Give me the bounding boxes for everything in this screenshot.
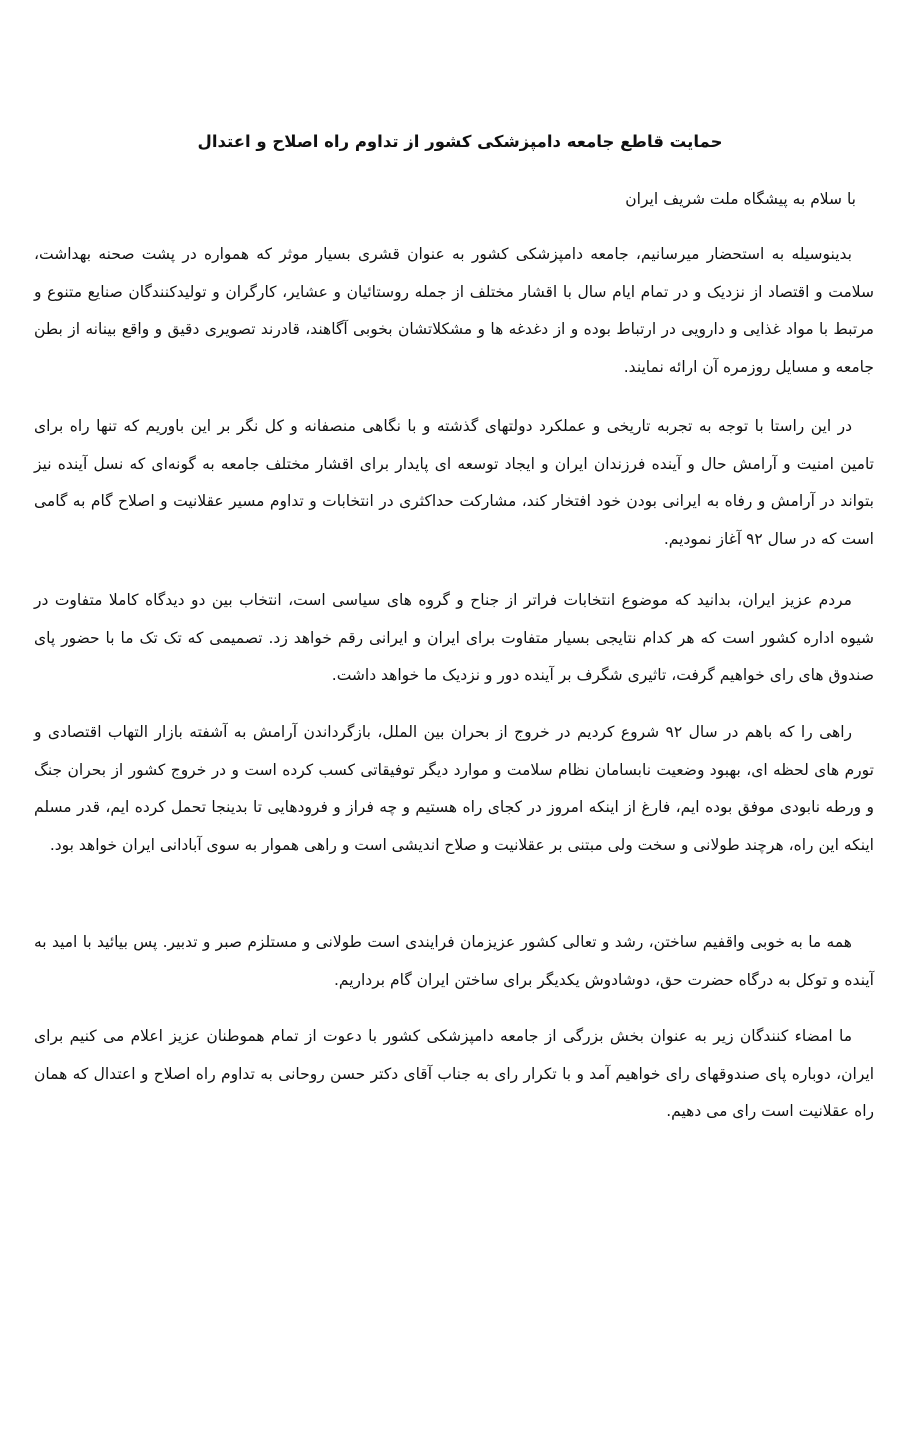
paragraph-path: راهی را که باهم در سال ۹۲ شروع کردیم در خروج از بحران بین الملل، بازگرداندن آرامش به آشفته بازار التهاب اقتصادی و تورم های لحظه ای، بهبود وضعیت نابسامان نظام سلامت و موارد دیگر توفیقاتی کسب کرده است و در خروج کشور از بحران جنگ و ورطه نابودی موفق بوده ایم، فارغ از اینکه امروز در کجای راه هستیم و چه فراز و فرودهایی تا بدینجا تحمل کرده ایم، قدر مسلم اینکه این راه، هرچند طولانی و سخت ولی مبتنی بر عقلانیت و صلاح اندیشی است و راهی هموار به سوی آبادانی ایران خواهد بود. (34, 723, 874, 854)
paragraph-declaration: ما امضاء کنندگان زیر به عنوان بخش بزرگی از جامعه دامپزشکی کشور با دعوت از تمام هموطنان عزیز اعلام می کنیم برای ایران، دوباره پای صندوقهای رای خواهیم آمد و با تکرار رای به جناب آقای دکتر حسن روحانی به تداوم راه اصلاح و اعتدال که همان راه عقلانیت است رای می دهیم. (34, 1027, 874, 1120)
paragraph-introduction: بدینوسیله به استحضار میرسانیم، جامعه دامپزشکی کشور به عنوان قشری بسیار موثر که همواره در پشت صحنه بهداشت، سلامت و اقتصاد از نزدیک و در تمام ایام سال با اقشار مختلف از جمله روستائیان و عشایر، کارگران و تولیدکنندگان صنایع متنوع و مرتبط با مواد غذایی و دارویی در ارتباط بوده و از دغدغه ها و مشکلاتشان بخوبی آگاهند، قادرند تصویری دقیق و واقع بینانه از بطن جامعه و مسایل روزمره آن ارائه نمایند. (34, 245, 874, 376)
paragraph-belief: در این راستا با توجه به تجربه تاریخی و عملکرد دولتهای گذشته و با نگاهی منصفانه و کل نگر بر این باوریم که تنها راه برای تامین امنیت و آرامش حال و آینده فرزندان ایران و ایجاد توسعه ای پایدار برای اقشار مختلف جامعه به گونه‌ای که نسل آینده نیز بتواند در آرامش و رفاه به ایرانی بودن خود افتخار کند، مشارکت حداکثری در انتخابات و تداوم مسیر عقلانیت و اصلاح گام به گامی است که در سال ۹۲ آغاز نمودیم. (34, 417, 874, 548)
document-title: حمایت قاطع جامعه دامپزشکی کشور از تداوم راه اصلاح و اعتدال (197, 132, 723, 151)
paragraph-hope: همه ما به خوبی واقفیم ساختن، رشد و تعالی کشور عزیزمان فرایندی است طولانی و مستلزم صبر و تدبیر. پس بیائید با امید به آینده و توکل به درگاه حضرت حق، دوشادوش یکدیگر برای ساختن ایران گام برداریم. (34, 933, 874, 989)
greeting-line: با سلام به پیشگاه ملت شریف ایران (625, 190, 856, 208)
paragraph-election: مردم عزیز ایران، بدانید که موضوع انتخابات فراتر از جناح و گروه های سیاسی است، انتخاب بین دو دیدگاه کاملا متفاوت در شیوه اداره کشور است که هر کدام نتایجی بسیار متفاوت برای ایران و ایرانی رقم خواهد زد. تصمیمی که تک تک ما با حضور پای صندوق های رای خواهیم گرفت، تاثیری شگرف بر آینده دور و نزدیک ما خواهد داشت. (34, 591, 874, 684)
